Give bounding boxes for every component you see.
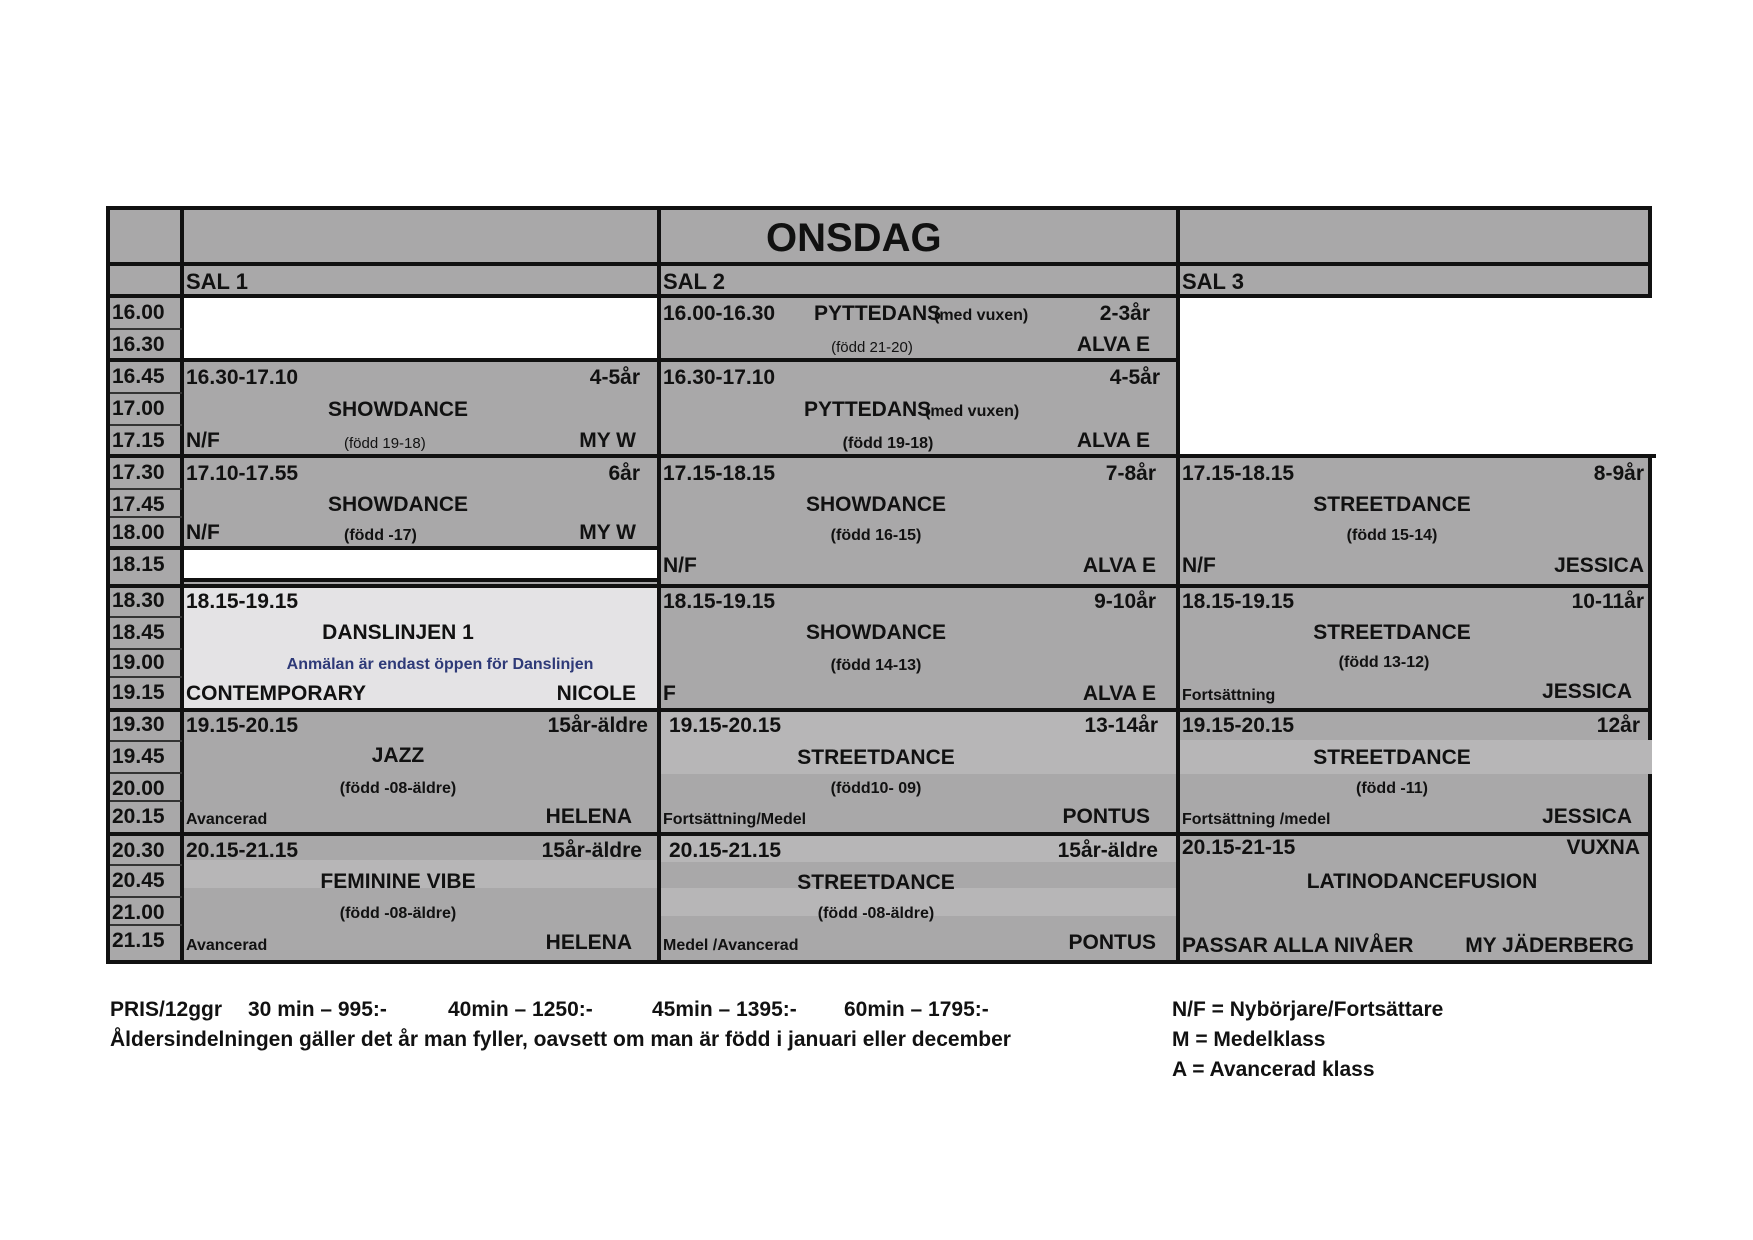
time-label: 16.30 — [112, 333, 165, 356]
class-age: 8-9år — [1593, 462, 1644, 485]
time-label: 21.00 — [112, 901, 165, 924]
sal3-empty-1600 — [1180, 298, 1652, 456]
price-30: 30 min – 995:- — [248, 998, 387, 1021]
time-label: 17.30 — [112, 461, 165, 484]
time-label: 19.45 — [112, 745, 165, 768]
class-teacher: HELENA — [545, 805, 632, 828]
class-born: (född -11) — [1356, 780, 1428, 797]
class-level: N/F — [1182, 554, 1216, 577]
class-teacher: JESSICA — [1542, 680, 1632, 703]
class-teacher: MY W — [579, 521, 636, 544]
legend-m: M = Medelklass — [1172, 1028, 1326, 1051]
class-time: 17.10-17.55 — [186, 462, 299, 485]
class-age: 4-5år — [1109, 366, 1160, 389]
class-born: (född 16-15) — [830, 527, 922, 544]
class-teacher: MY W — [579, 429, 636, 452]
class-level: Medel /Avancerad — [663, 937, 799, 954]
class-name: SHOWDANCE — [806, 621, 946, 644]
legend-a: A = Avancerad klass — [1172, 1058, 1375, 1081]
class-name: STREETDANCE — [1313, 621, 1471, 644]
price-60: 60min – 1795:- — [844, 998, 989, 1021]
class-teacher: JESSICA — [1554, 554, 1644, 577]
time-label: 17.45 — [112, 493, 165, 516]
class-time: 16.30-17.10 — [663, 366, 776, 389]
class-time: 16.00-16.30 — [663, 302, 776, 325]
room-sal2: SAL 2 — [663, 269, 725, 294]
time-label: 18.30 — [112, 589, 165, 612]
time-label: 17.15 — [112, 429, 165, 452]
class-time: 19.15-20.15 — [1182, 714, 1295, 737]
class-level: F — [663, 682, 676, 705]
class-teacher: HELENA — [545, 931, 632, 954]
class-time: 19.15-20.15 — [186, 714, 299, 737]
class-level: Avancerad — [186, 937, 268, 954]
class-name: FEMININE VIBE — [320, 870, 476, 893]
class-level: N/F — [186, 429, 220, 452]
time-label: 16.00 — [112, 301, 165, 324]
legend-nf: N/F = Nybörjare/Fortsättare — [1172, 998, 1444, 1021]
class-age: 15år-äldre — [541, 839, 642, 862]
class-time: 20.15-21.15 — [669, 839, 782, 862]
time-label: 20.00 — [112, 777, 165, 800]
time-label: 19.30 — [112, 713, 165, 736]
class-born: (född -08-äldre) — [817, 905, 935, 922]
class-age: 15år-äldre — [547, 714, 648, 737]
class-name: STREETDANCE — [797, 871, 955, 894]
class-style: CONTEMPORARY — [186, 682, 367, 705]
class-level: N/F — [663, 554, 697, 577]
class-age: 15år-äldre — [1057, 839, 1158, 862]
class-born: (född 21-20) — [831, 339, 913, 356]
class-born: (född -08-äldre) — [339, 780, 457, 797]
time-label: 16.45 — [112, 365, 165, 388]
class-born: (född -17) — [344, 527, 417, 544]
class-age: 4-5år — [589, 366, 640, 389]
class-name: SHOWDANCE — [328, 398, 468, 421]
class-time: 18.15-19.15 — [1182, 590, 1295, 613]
class-time: 16.30-17.10 — [186, 366, 299, 389]
class-age: VUXNA — [1566, 836, 1640, 859]
class-level: N/F — [186, 521, 220, 544]
class-extra: (med vuxen) — [925, 403, 1020, 420]
price-40: 40min – 1250:- — [448, 998, 593, 1021]
class-born: (född10- 09) — [830, 780, 922, 797]
class-level: Avancerad — [186, 811, 268, 828]
class-age: 9-10år — [1094, 590, 1156, 613]
class-age: 7-8år — [1105, 462, 1156, 485]
class-born: (född 19-18) — [842, 435, 934, 452]
class-teacher: PONTUS — [1062, 805, 1150, 828]
price-label: PRIS/12ggr — [110, 998, 223, 1021]
class-born: (född 13-12) — [1338, 654, 1430, 671]
class-level: PASSAR ALLA NIVÅER — [1182, 934, 1414, 957]
class-teacher: ALVA E — [1082, 682, 1156, 705]
class-teacher: JESSICA — [1542, 805, 1632, 828]
price-45: 45min – 1395:- — [652, 998, 797, 1021]
schedule-table — [106, 206, 1652, 964]
class-age: 13-14år — [1084, 714, 1158, 737]
class-name: LATINODANCEFUSION — [1306, 870, 1538, 893]
class-time: 20.15-21-15 — [1182, 836, 1296, 859]
class-level: Fortsättning — [1182, 687, 1276, 704]
room-sal3: SAL 3 — [1182, 269, 1244, 294]
time-label: 20.15 — [112, 805, 165, 828]
time-label: 21.15 — [112, 929, 165, 952]
class-level: Fortsättning /medel — [1182, 811, 1331, 828]
class-teacher: ALVA E — [1076, 429, 1150, 452]
class-time: 17.15-18.15 — [1182, 462, 1295, 485]
room-sal1: SAL 1 — [186, 269, 248, 294]
class-teacher: MY JÄDERBERG — [1465, 934, 1634, 957]
sal1-empty-1815 — [184, 550, 657, 580]
time-label: 20.45 — [112, 869, 165, 892]
class-name: SHOWDANCE — [328, 493, 468, 516]
time-label: 18.15 — [112, 553, 165, 576]
time-label: 19.15 — [112, 681, 165, 704]
class-name: JAZZ — [371, 744, 425, 767]
class-name: PYTTEDANS — [804, 398, 932, 421]
class-born: (född 14-13) — [830, 657, 922, 674]
class-age: 6år — [608, 462, 640, 485]
time-label: 17.00 — [112, 397, 165, 420]
class-name: STREETDANCE — [1313, 493, 1471, 516]
class-name: STREETDANCE — [797, 746, 955, 769]
class-born: (född 19-18) — [344, 435, 426, 452]
class-age: 12år — [1596, 714, 1640, 737]
class-name: SHOWDANCE — [806, 493, 946, 516]
time-label: 19.00 — [112, 651, 165, 674]
class-name: PYTTEDANS — [814, 302, 942, 325]
class-teacher: ALVA E — [1076, 333, 1150, 356]
class-time: 18.15-19.15 — [663, 590, 776, 613]
class-born: (född 15-14) — [1346, 527, 1438, 544]
class-born: (född -08-äldre) — [339, 905, 457, 922]
class-teacher: NICOLE — [556, 682, 636, 705]
class-extra: (med vuxen) — [934, 307, 1029, 324]
class-time: 18.15-19.15 — [186, 590, 299, 613]
time-label: 18.00 — [112, 521, 165, 544]
class-age: 10-11år — [1571, 590, 1644, 613]
class-note: Anmälan är endast öppen för Danslinjen — [286, 656, 594, 673]
time-label: 20.30 — [112, 839, 165, 862]
sal1-empty-1600 — [184, 298, 657, 360]
class-time: 19.15-20.15 — [669, 714, 782, 737]
class-level: Fortsättning/Medel — [663, 811, 807, 828]
class-teacher: PONTUS — [1068, 931, 1156, 954]
class-time: 20.15-21.15 — [186, 839, 299, 862]
class-name: STREETDANCE — [1313, 746, 1471, 769]
class-teacher: ALVA E — [1082, 554, 1156, 577]
class-name: DANSLINJEN 1 — [322, 621, 474, 644]
class-time: 17.15-18.15 — [663, 462, 776, 485]
class-age: 2-3år — [1099, 302, 1150, 325]
day-title: ONSDAG — [766, 216, 942, 260]
age-note: Åldersindelningen gäller det år man fyller, oavsett om man är född i januari eller december — [110, 1028, 1011, 1051]
time-label: 18.45 — [112, 621, 165, 644]
